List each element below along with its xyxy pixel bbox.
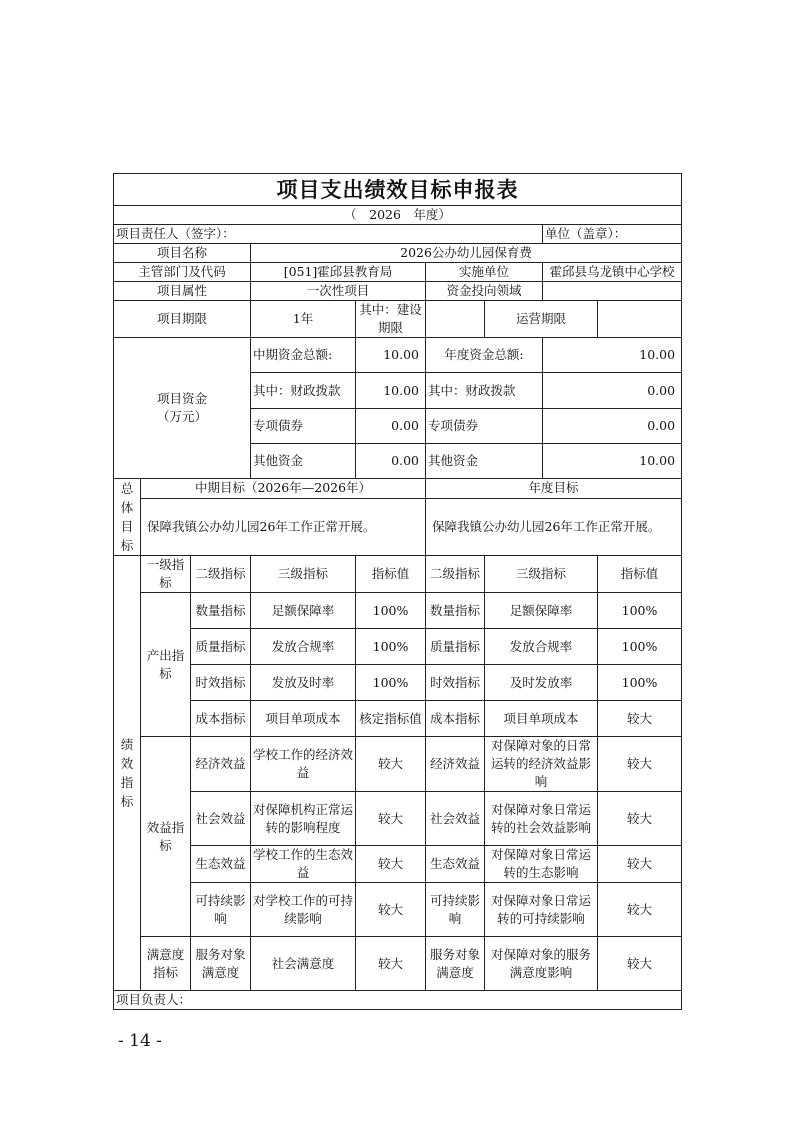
mid-level2-indicator: 质量指标 <box>191 629 251 665</box>
indicator-row <box>114 701 682 737</box>
period-value: 1年 <box>251 301 356 338</box>
project-name-label: 项目名称 <box>114 244 251 263</box>
year-indicator-value: 100% <box>598 629 682 665</box>
year-fiscal-value: 0.00 <box>543 373 682 409</box>
year-goal-text: 保障我镇公办幼儿园26年工作正常开展。 <box>426 498 682 555</box>
impl-unit-label: 实施单位 <box>426 263 543 282</box>
mid-bond-value: 0.00 <box>356 409 426 444</box>
mid-indicator-value: 较大 <box>356 846 426 883</box>
header-year-value: 指标值 <box>598 556 682 593</box>
year-indicator-value: 较大 <box>598 883 682 937</box>
mid-level2-indicator: 社会效益 <box>191 792 251 846</box>
year-goal-header: 年度目标 <box>426 479 682 499</box>
mid-level3-indicator: 发放合规率 <box>251 629 356 665</box>
funds-label: 项目资金（万元） <box>114 338 251 479</box>
mid-level3-indicator: 对保障机构正常运转的影响程度 <box>251 792 356 846</box>
mid-goal-text: 保障我镇公办幼儿园26年工作正常开展。 <box>141 498 426 555</box>
mid-fund-value: 10.00 <box>356 338 426 373</box>
mid-level3-indicator: 学校工作的经济效益 <box>251 737 356 792</box>
year-level3-indicator: 对保障对象日常运转的社会效益影响 <box>485 792 598 846</box>
year-indicator-value: 较大 <box>598 846 682 883</box>
mid-indicator-value: 100% <box>356 629 426 665</box>
year-level3-indicator: 对保障对象日常运转的生态影响 <box>485 846 598 883</box>
header-level1: 一级指标 <box>141 556 191 593</box>
header-level2: 二级指标 <box>191 556 251 593</box>
year-fiscal-label: 其中：财政拨款 <box>426 373 543 409</box>
indicator-row <box>114 883 682 937</box>
mid-goal-header: 中期目标（2026年—2026年） <box>141 479 426 499</box>
year-level3-indicator: 对保障对象的日常运转的经济效益影响 <box>485 737 598 792</box>
year-fund-label: 年度资金总额: <box>426 338 543 373</box>
year-level2-indicator: 成本指标 <box>426 701 485 737</box>
indicator-row <box>114 593 682 629</box>
mid-level3-indicator: 学校工作的生态效益 <box>251 846 356 883</box>
mid-indicator-value: 较大 <box>356 737 426 792</box>
mid-level2-indicator: 服务对象满意度 <box>191 937 251 991</box>
level1-indicator: 产出指标 <box>141 593 191 737</box>
mid-indicator-value: 较大 <box>356 792 426 846</box>
period-label: 项目期限 <box>114 301 251 338</box>
indicator-row <box>114 792 682 846</box>
year-other-label: 其他资金 <box>426 444 543 479</box>
impl-unit-value: 霍邱县乌龙镇中心学校 <box>543 263 682 282</box>
mid-level3-indicator: 足额保障率 <box>251 593 356 629</box>
mid-level2-indicator: 数量指标 <box>191 593 251 629</box>
fund-field-label: 资金投向领域 <box>426 282 543 301</box>
level1-indicator: 满意度指标 <box>141 937 191 991</box>
year-indicator-value: 100% <box>598 665 682 701</box>
project-leader-label: 项目负责人： <box>114 991 682 1010</box>
dept-label: 主管部门及代码 <box>114 263 251 282</box>
performance-target-form <box>113 173 682 1010</box>
mid-indicator-value: 较大 <box>356 883 426 937</box>
level1-indicator: 效益指标 <box>141 737 191 937</box>
year-indicator-value: 较大 <box>598 937 682 991</box>
year-level3-indicator: 及时发放率 <box>485 665 598 701</box>
project-name-value: 2026公办幼儿园保育费 <box>251 244 682 263</box>
mid-fiscal-value: 10.00 <box>356 373 426 409</box>
year-indicator-value: 较大 <box>598 792 682 846</box>
mid-other-label: 其他资金 <box>251 444 356 479</box>
mid-level2-indicator: 成本指标 <box>191 701 251 737</box>
year-level2-indicator: 质量指标 <box>426 629 485 665</box>
unit-seal-label: 单位（盖章）： <box>543 225 682 244</box>
mid-level3-indicator: 项目单项成本 <box>251 701 356 737</box>
year-level2-indicator: 可持续影响 <box>426 883 485 937</box>
year-fund-value: 10.00 <box>543 338 682 373</box>
mid-fiscal-label: 其中：财政拨款 <box>251 373 356 409</box>
mid-level2-indicator: 生态效益 <box>191 846 251 883</box>
performance-indicators-label: 绩效指标 <box>114 556 141 991</box>
fund-field-value <box>543 282 682 301</box>
year-level3-indicator: 对保障对象的服务满意度影响 <box>485 937 598 991</box>
year-bond-value: 0.00 <box>543 409 682 444</box>
mid-level2-indicator: 可持续影响 <box>191 883 251 937</box>
responsible-signature-label: 项目责任人（签字）： <box>114 225 543 244</box>
year-level2-indicator: 社会效益 <box>426 792 485 846</box>
mid-indicator-value: 100% <box>356 665 426 701</box>
build-period-value <box>426 301 485 338</box>
mid-other-value: 0.00 <box>356 444 426 479</box>
mid-indicator-value: 较大 <box>356 937 426 991</box>
mid-level2-indicator: 经济效益 <box>191 737 251 792</box>
indicator-row <box>114 665 682 701</box>
op-period-label: 运营期限 <box>485 301 598 338</box>
year-level3-indicator: 项目单项成本 <box>485 701 598 737</box>
year-level3-indicator: 足额保障率 <box>485 593 598 629</box>
header-year-level2: 二级指标 <box>426 556 485 593</box>
year-level3-indicator: 发放合规率 <box>485 629 598 665</box>
year-level3-indicator: 对保障对象日常运转的可持续影响 <box>485 883 598 937</box>
year-level2-indicator: 生态效益 <box>426 846 485 883</box>
project-attr-value: 一次性项目 <box>251 282 426 301</box>
header-year-level3: 三级指标 <box>485 556 598 593</box>
year-level2-indicator: 数量指标 <box>426 593 485 629</box>
build-period-label: 其中：建设期限 <box>356 301 426 338</box>
year-line: （ 2026 年度） <box>114 206 682 225</box>
year-indicator-value: 100% <box>598 593 682 629</box>
mid-level2-indicator: 时效指标 <box>191 665 251 701</box>
indicator-row <box>114 846 682 883</box>
year-level2-indicator: 服务对象满意度 <box>426 937 485 991</box>
header-level3: 三级指标 <box>251 556 356 593</box>
mid-indicator-value: 100% <box>356 593 426 629</box>
year-other-value: 10.00 <box>543 444 682 479</box>
indicator-row <box>114 629 682 665</box>
form-title: 项目支出绩效目标申报表 <box>114 174 682 206</box>
mid-bond-label: 专项债券 <box>251 409 356 444</box>
page-number: - 14 - <box>118 1031 162 1051</box>
dept-value: [051]霍邱县教育局 <box>251 263 426 282</box>
year-indicator-value: 较大 <box>598 701 682 737</box>
mid-level3-indicator: 对学校工作的可持续影响 <box>251 883 356 937</box>
indicator-row <box>114 937 682 991</box>
year-level2-indicator: 时效指标 <box>426 665 485 701</box>
year-indicator-value: 较大 <box>598 737 682 792</box>
op-period-value <box>598 301 682 338</box>
project-attr-label: 项目属性 <box>114 282 251 301</box>
header-value: 指标值 <box>356 556 426 593</box>
mid-fund-label: 中期资金总额: <box>251 338 356 373</box>
indicator-row <box>114 737 682 792</box>
mid-level3-indicator: 社会满意度 <box>251 937 356 991</box>
mid-level3-indicator: 发放及时率 <box>251 665 356 701</box>
overall-goal-label: 总体目标 <box>114 479 141 556</box>
year-level2-indicator: 经济效益 <box>426 737 485 792</box>
year-bond-label: 专项债券 <box>426 409 543 444</box>
mid-indicator-value: 核定指标值 <box>356 701 426 737</box>
